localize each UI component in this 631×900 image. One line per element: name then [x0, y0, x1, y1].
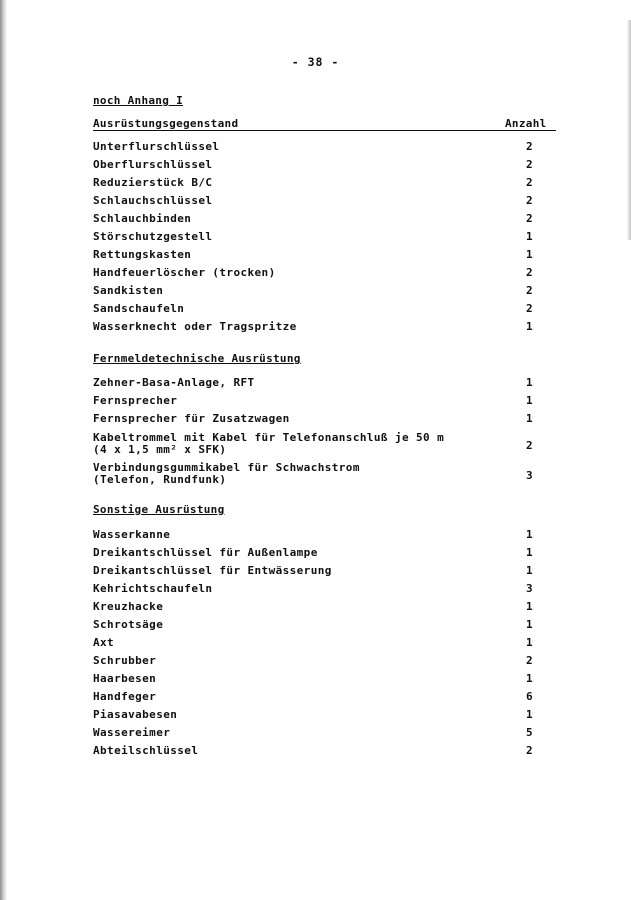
item-count: 2: [526, 744, 534, 757]
annex-heading: noch Anhang I: [93, 94, 183, 107]
item-name: Kabeltrommel mit Kabel für Telefonanschluß je 50 m: [93, 431, 445, 444]
item-name: Wasserkanne: [93, 528, 171, 541]
item-name: Reduzierstück B/C: [93, 176, 213, 189]
item-name-line2: (Telefon, Rundfunk): [93, 473, 227, 486]
item-name: Abteilschlüssel: [93, 744, 199, 757]
item-count: 1: [526, 230, 534, 243]
item-count: 2: [526, 266, 534, 279]
item-count: 1: [526, 412, 534, 425]
item-name: Handfeger: [93, 690, 157, 703]
item-name: Haarbesen: [93, 672, 157, 685]
section-heading-telecom: Fernmeldetechnische Ausrüstung: [93, 352, 301, 365]
item-count: 1: [526, 546, 534, 559]
item-count: 2: [526, 284, 534, 297]
item-count: 5: [526, 726, 534, 739]
item-count: 2: [526, 302, 534, 315]
item-count: 1: [526, 618, 534, 631]
item-name: Unterflurschlüssel: [93, 140, 220, 153]
item-count: 1: [526, 600, 534, 613]
item-name: Wassereimer: [93, 726, 171, 739]
column-header-count: Anzahl: [505, 117, 547, 130]
item-name: Dreikantschlüssel für Außenlampe: [93, 546, 318, 559]
item-count: 2: [526, 194, 534, 207]
item-name: Kreuzhacke: [93, 600, 164, 613]
item-count: 1: [526, 248, 534, 261]
item-count: 2: [526, 140, 534, 153]
item-count: 2: [526, 654, 534, 667]
item-name: Zehner-Basa-Anlage, RFT: [93, 376, 255, 389]
item-name: Kehrichtschaufeln: [93, 582, 213, 595]
column-header-item: Ausrüstungsgegenstand: [93, 117, 239, 130]
column-header-rule: [93, 130, 556, 131]
item-count: 3: [526, 469, 534, 482]
item-count: 2: [526, 176, 534, 189]
item-name: Sandkisten: [93, 284, 164, 297]
scan-edge-right: [627, 20, 631, 240]
item-name: Dreikantschlüssel für Entwässerung: [93, 564, 332, 577]
item-name-line2: (4 x 1,5 mm² x SFK): [93, 443, 227, 456]
item-count: 2: [526, 439, 534, 452]
item-name: Handfeuerlöscher (trocken): [93, 266, 276, 279]
item-count: 3: [526, 582, 534, 595]
item-name: Sandschaufeln: [93, 302, 185, 315]
item-count: 1: [526, 394, 534, 407]
item-count: 2: [526, 212, 534, 225]
item-name: Schlauchschlüssel: [93, 194, 213, 207]
item-name: Schrotsäge: [93, 618, 164, 631]
item-name: Rettungskasten: [93, 248, 192, 261]
scan-edge-left: [0, 0, 7, 900]
item-name: Wasserknecht oder Tragspritze: [93, 320, 297, 333]
item-name: Oberflurschlüssel: [93, 158, 213, 171]
item-count: 1: [526, 564, 534, 577]
item-name: Axt: [93, 636, 115, 649]
item-name: Fernsprecher für Zusatzwagen: [93, 412, 290, 425]
item-name: Fernsprecher: [93, 394, 178, 407]
item-count: 1: [526, 320, 534, 333]
item-count: 1: [526, 672, 534, 685]
item-name: Piasavabesen: [93, 708, 178, 721]
item-name: Schlauchbinden: [93, 212, 192, 225]
item-name: Schrubber: [93, 654, 157, 667]
item-count: 2: [526, 158, 534, 171]
item-count: 1: [526, 376, 534, 389]
item-count: 1: [526, 636, 534, 649]
item-name: Störschutzgestell: [93, 230, 213, 243]
page-number: - 38 -: [291, 55, 340, 69]
item-count: 1: [526, 708, 534, 721]
item-count: 6: [526, 690, 534, 703]
item-count: 1: [526, 528, 534, 541]
section-heading-other: Sonstige Ausrüstung: [93, 503, 225, 516]
item-name: Verbindungsgummikabel für Schwachstrom: [93, 461, 360, 474]
